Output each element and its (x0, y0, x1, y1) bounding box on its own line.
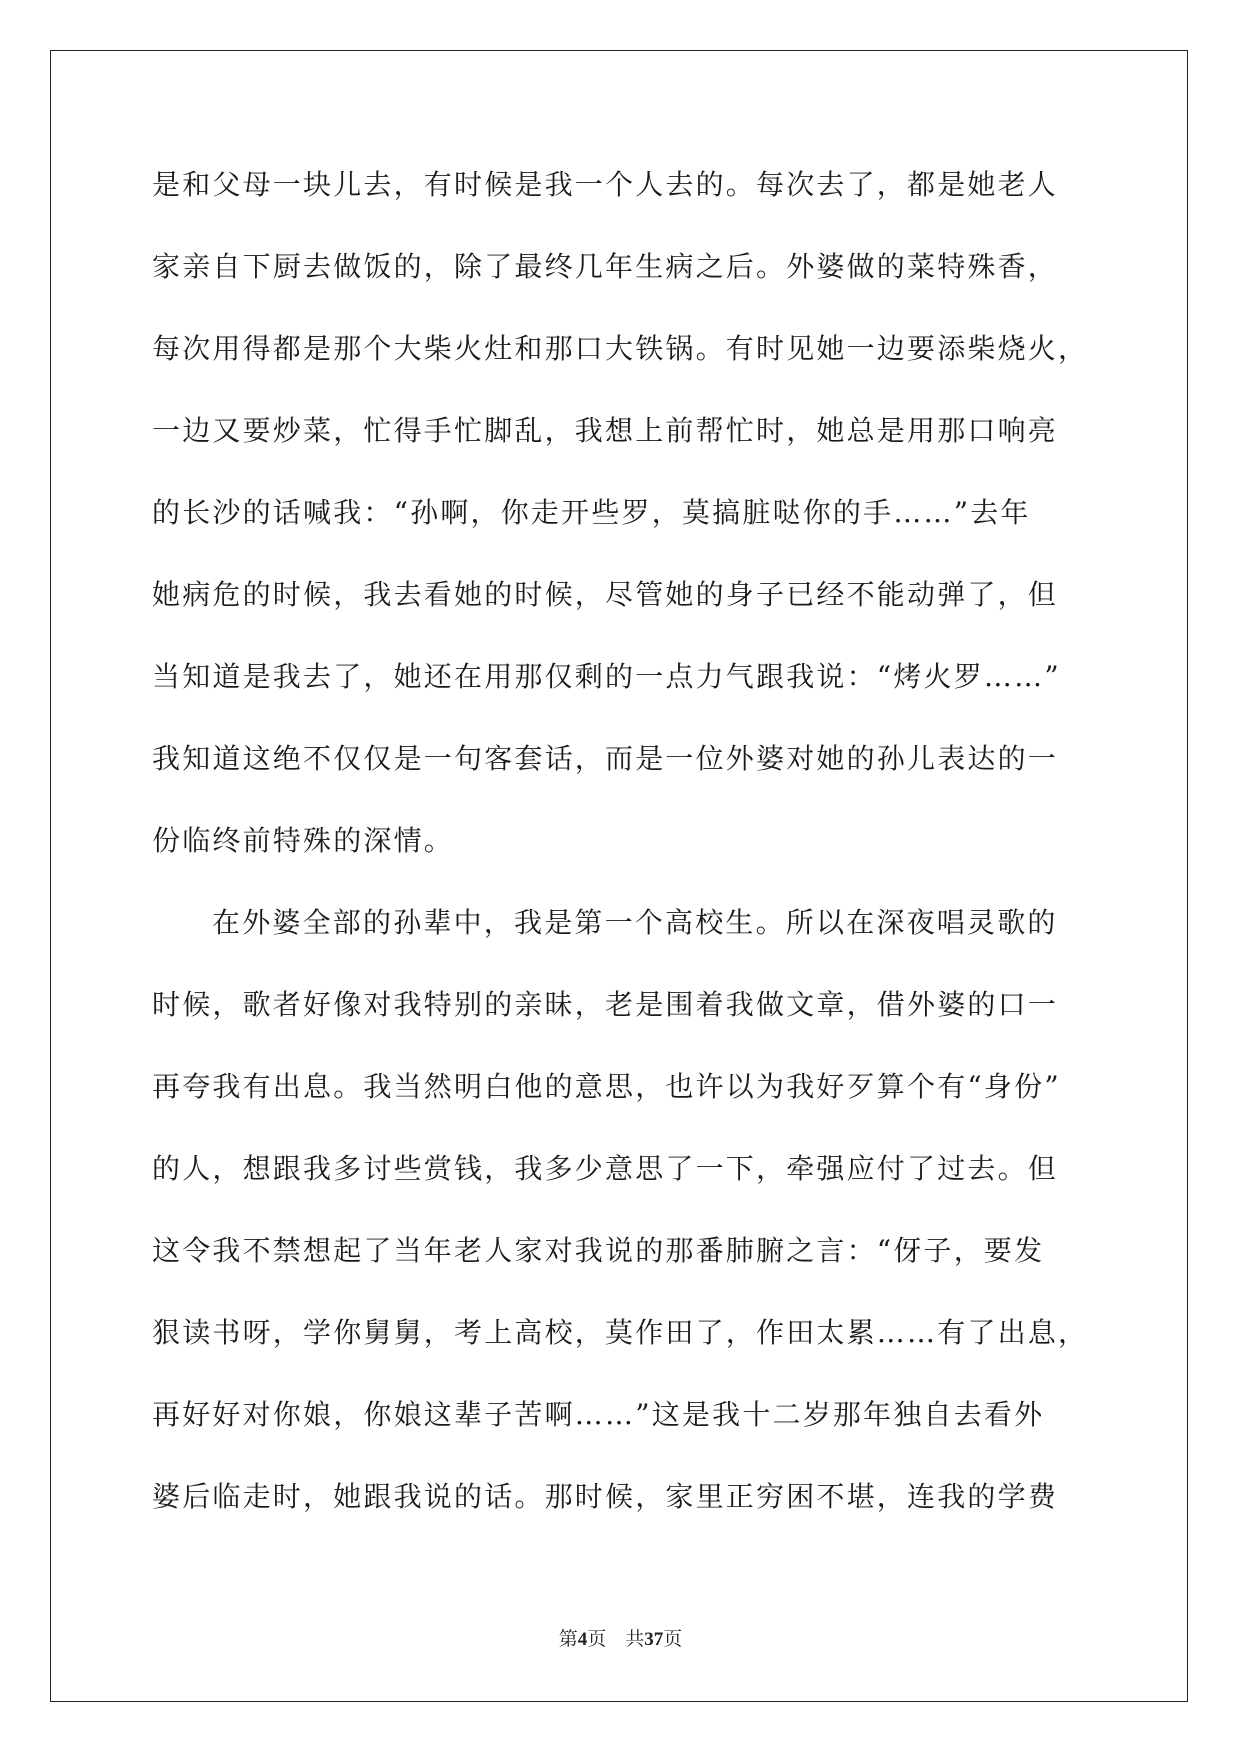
text-line: 再好好对你娘，你娘这辈子苦啊……”这是我十二岁那年独自去看外 (152, 1398, 1045, 1431)
total-pages: 37 (644, 1629, 664, 1650)
text-line: 再夸我有出息。我当然明白他的意思，也许以为我好歹算个有“身份” (152, 1070, 1061, 1103)
text-line: 份临终前特殊的深情。 (152, 824, 455, 857)
body-text (152, 157, 1092, 1551)
text-line: 婆后临走时，她跟我说的话。那时候，家里正穷困不堪，连我的学费 (152, 1480, 1059, 1513)
text-line: 时候，歌者好像对我特别的亲昧，老是围着我做文章，借外婆的口一 (152, 988, 1059, 1021)
total-label-suffix: 页 (663, 1629, 683, 1650)
text-line: 的人，想跟我多讨些赏钱，我多少意思了一下，牵强应付了过去。但 (152, 1152, 1059, 1185)
text-line: 我知道这绝不仅仅是一句客套话，而是一位外婆对她的孙儿表达的一 (152, 742, 1059, 775)
total-label-prefix: 共 (625, 1629, 645, 1650)
page-footer (0, 1624, 1241, 1651)
text-line: 她病危的时候，我去看她的时候，尽管她的身子已经不能动弹了，但 (152, 578, 1059, 611)
page-label-prefix: 第 (558, 1629, 578, 1650)
text-line: 当知道是我去了，她还在用那仅剩的一点力气跟我说：“烤火罗……” (152, 660, 1061, 693)
text-line: 一边又要炒菜，忙得手忙脚乱，我想上前帮忙时，她总是用那口响亮 (152, 414, 1059, 447)
page-number: 4 (577, 1629, 588, 1650)
text-line: 是和父母一块儿去，有时候是我一个人去的。每次去了，都是她老人 (152, 168, 1059, 201)
paragraph-start-line: 在外婆全部的孙辈中，我是第一个高校生。所以在深夜唱灵歌的 (212, 906, 1058, 939)
text-line: 每次用得都是那个大柴火灶和那口大铁锅。有时见她一边要添柴烧火， (152, 332, 1089, 365)
text-line: 的长沙的话喊我：“孙啊，你走开些罗，莫搞脏哒你的手……”去年 (152, 496, 1031, 529)
text-line: 这令我不禁想起了当年老人家对我说的那番肺腑之言：“伢子，要发 (152, 1234, 1045, 1267)
page-label-suffix: 页 (587, 1629, 607, 1650)
text-line: 家亲自下厨去做饭的，除了最终几年生病之后。外婆做的菜特殊香， (152, 250, 1059, 283)
text-line: 狠读书呀，学你舅舅，考上高校，莫作田了，作田太累……有了出息， (152, 1316, 1089, 1349)
